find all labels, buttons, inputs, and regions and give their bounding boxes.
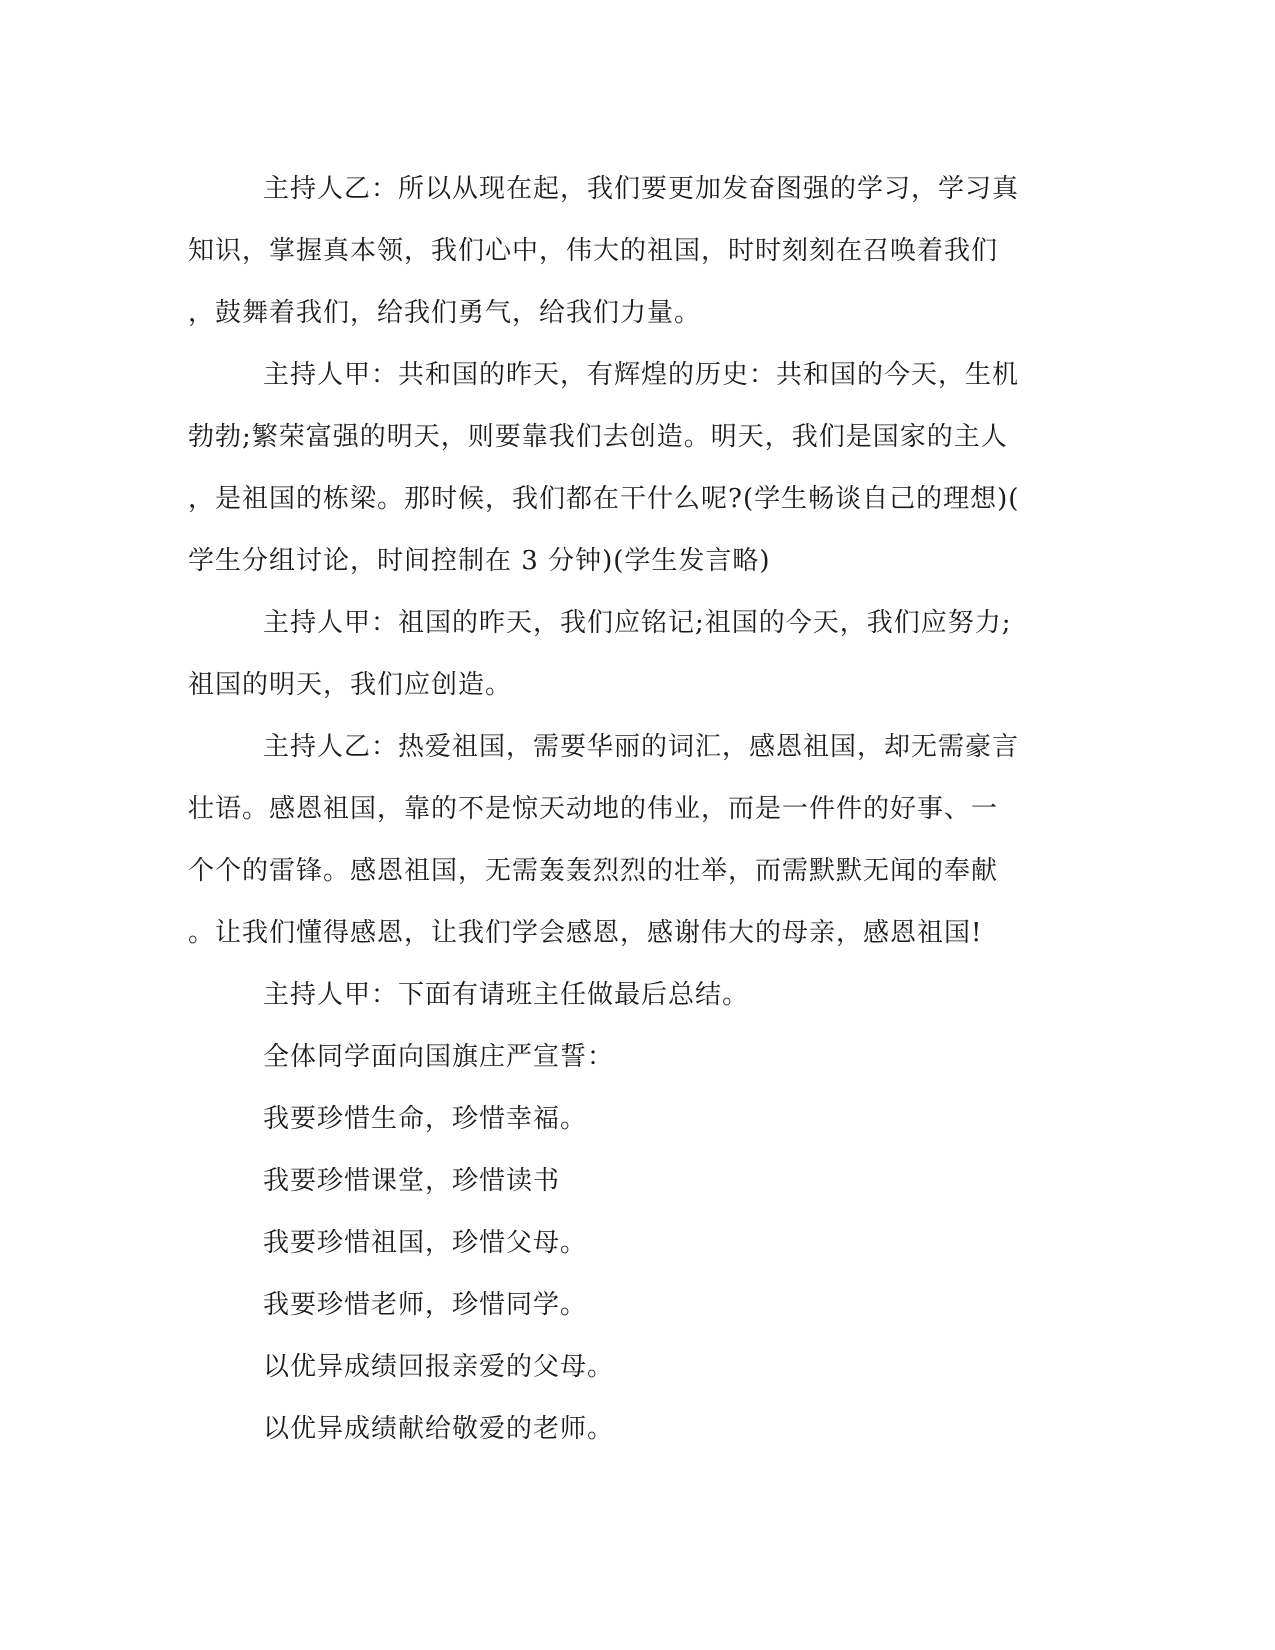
oath-line: 我要珍惜课堂，珍惜读书 <box>263 1166 561 1196</box>
paragraph-line: 勃勃;繁荣富强的明天，则要靠我们去创造。明天，我们是国家的主人 <box>188 422 1008 452</box>
oath-line: 我要珍惜老师，珍惜同学。 <box>263 1290 588 1320</box>
paragraph-line: 个个的雷锋。感恩祖国，无需轰轰烈烈的壮举，而需默默无闻的奉献 <box>188 856 999 886</box>
paragraph-line: 壮语。感恩祖国，靠的不是惊天动地的伟业，而是一件件的好事、一 <box>188 794 999 824</box>
paragraph-line: 知识，掌握真本领，我们心中，伟大的祖国，时时刻刻在召唤着我们 <box>188 236 999 266</box>
oath-line: 我要珍惜祖国，珍惜父母。 <box>263 1228 588 1258</box>
paragraph-line: 主持人甲：共和国的昨天，有辉煌的历史：共和国的今天，生机 <box>263 360 1020 390</box>
paragraph-line: 主持人乙：热爱祖国，需要华丽的词汇，感恩祖国，却无需豪言 <box>263 732 1020 762</box>
document-body <box>188 158 1068 1460</box>
paragraph-line: 主持人乙：所以从现在起，我们要更加发奋图强的学习，学习真 <box>263 174 1020 204</box>
paragraph-line: 。让我们懂得感恩，让我们学会感恩，感谢伟大的母亲，感恩祖国! <box>188 918 983 948</box>
paragraph-line: 主持人甲：下面有请班主任做最后总结。 <box>263 980 750 1010</box>
paragraph-line: ，是祖国的栋梁。那时候，我们都在干什么呢?(学生畅谈自己的理想)( <box>188 484 1020 514</box>
paragraph-line: ，鼓舞着我们，给我们勇气，给我们力量。 <box>188 298 702 328</box>
paragraph-line: 祖国的明天，我们应创造。 <box>188 670 513 700</box>
paragraph-line: 学生分组讨论，时间控制在 3 分钟)(学生发言略) <box>188 546 771 576</box>
oath-line: 以优异成绩回报亲爱的父母。 <box>263 1352 615 1382</box>
oath-line: 以优异成绩献给敬爱的老师。 <box>263 1414 615 1444</box>
paragraph-line: 主持人甲：祖国的昨天，我们应铭记;祖国的今天，我们应努力; <box>263 608 1012 638</box>
oath-line: 我要珍惜生命，珍惜幸福。 <box>263 1104 588 1134</box>
paragraph-line: 全体同学面向国旗庄严宣誓： <box>263 1042 615 1072</box>
